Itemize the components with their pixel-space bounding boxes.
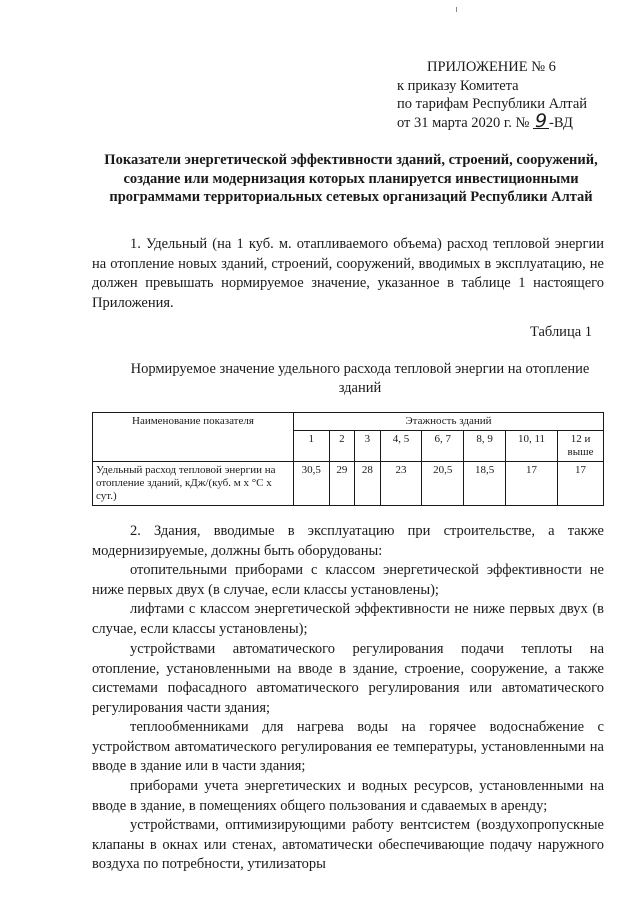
appendix-date-prefix: от 31 марта 2020 г. № [397, 114, 530, 131]
floor-cell: 10, 11 [506, 431, 558, 462]
appendix-committee-line: по тарифам Республики Алтай [397, 96, 588, 112]
row-label: Удельный расход тепловой энергии на отопление зданий, кДж/(куб. м х °С х сут.) [93, 462, 294, 506]
value-cell: 30,5 [293, 462, 329, 506]
table-header-row [93, 413, 604, 431]
paragraph-2: 2. Здания, вводимые в эксплуатацию при строительстве, а также модернизируемые, должны быть оборудованы: [92, 523, 604, 559]
list-item: устройствами автоматического регулирования подачи теплоты на отопление, установленными на вводе в здание, строение, сооружение, а также системами пофасадного автоматического регулирования или автоматического регулирования части здания; [92, 641, 604, 716]
table-title: Нормируемое значение удельного расхода тепловой энергии на отопление зданий [130, 361, 590, 396]
handwritten-order-number: 9 [534, 109, 548, 132]
table-caption: Таблица 1 [530, 324, 593, 340]
indicator-name-header: Наименование показателя [93, 413, 294, 462]
paragraph-1: 1. Удельный (на 1 куб. м. отапливаемого объема) расход тепловой энергии на отопление новых зданий, строений, сооружений, вводимых в эксплуатацию, не должен превышать нормируемое значение, указанное в таблице 1 настоящего Приложения. [92, 236, 604, 311]
floors-header: Этажность зданий [293, 413, 603, 431]
value-cell: 17 [506, 462, 558, 506]
value-cell: 29 [329, 462, 354, 506]
list-item: теплообменниками для нагрева воды на горячее водоснабжение с устройством автоматического регулирования ее температуры, установленными на вводе в здание или в части здания; [92, 719, 604, 774]
value-cell: 17 [558, 462, 604, 506]
appendix-header [397, 58, 637, 132]
value-cell: 18,5 [464, 462, 506, 506]
floor-cell: 4, 5 [380, 431, 422, 462]
floor-cell: 6, 7 [422, 431, 464, 462]
scan-speck [456, 7, 457, 12]
floor-cell: 1 [293, 431, 329, 462]
floor-cell: 12 и выше [558, 431, 604, 462]
value-cell: 28 [355, 462, 380, 506]
list-item: устройствами, оптимизирующими работу вентсистем (воздухопропускные клапаны в окнах или стенах, автоматически обеспечивающие подачу наружного воздуха по потребности, утилизаторы [92, 817, 604, 872]
list-item: отопительными приборами с классом энергетической эффективности не ниже первых двух (в случае, если классы установлены); [92, 562, 604, 598]
floor-cell: 3 [355, 431, 380, 462]
document-title: Показатели энергетической эффективности зданий, строений, сооружений, создание или модернизация которых планируется инвестиционными программами территориальных сетевых организаций Республики Алтай [104, 152, 598, 205]
list-item: приборами учета энергетических и водных ресурсов, установленными на вводе в здание, в помещениях общего пользования и сдаваемых в аренду; [92, 778, 604, 814]
value-cell: 20,5 [422, 462, 464, 506]
value-cell: 23 [380, 462, 422, 506]
appendix-number: ПРИЛОЖЕНИЕ № 6 [427, 59, 556, 75]
norm-table [92, 412, 604, 506]
floor-cell: 2 [329, 431, 354, 462]
appendix-date-line [397, 109, 637, 133]
appendix-date-suffix: -ВД [549, 114, 573, 131]
table-row [93, 462, 604, 506]
appendix-order-line: к приказу Комитета [397, 77, 519, 94]
list-item: лифтами с классом энергетической эффективности не ниже первых двух (в случае, если классы установлены); [92, 601, 604, 637]
floor-cell: 8, 9 [464, 431, 506, 462]
